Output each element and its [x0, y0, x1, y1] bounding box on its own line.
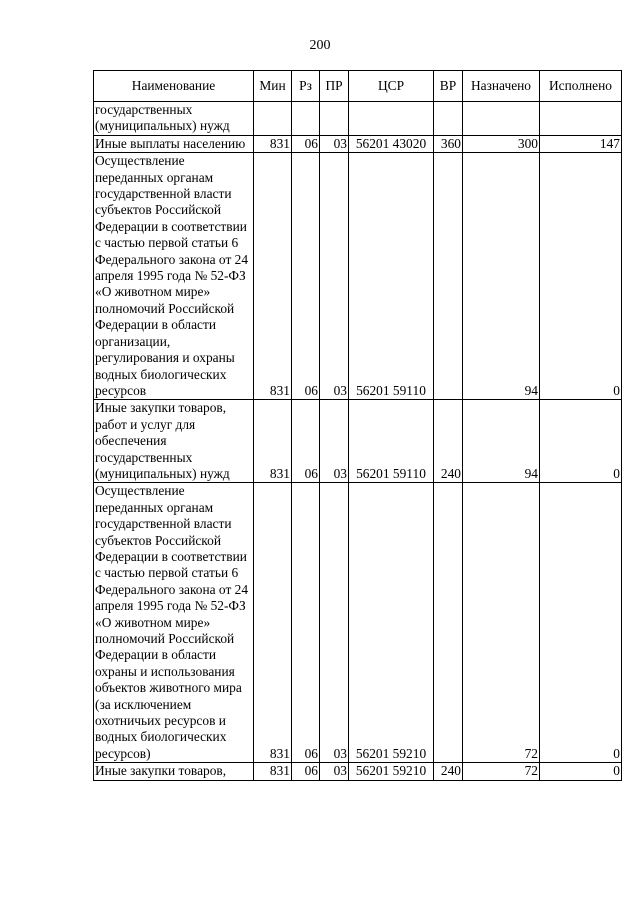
row-pr: 03 [320, 135, 349, 152]
table-header-row [94, 71, 622, 102]
row-vr: 240 [434, 763, 463, 780]
header-rz: Рз [292, 71, 320, 102]
row-pr: 03 [320, 153, 349, 400]
row-pr [320, 102, 349, 136]
row-min: 831 [254, 400, 292, 483]
page-number: 200 [309, 38, 331, 53]
row-rz: 06 [292, 400, 320, 483]
row-min: 831 [254, 153, 292, 400]
row-executed: 0 [540, 153, 622, 400]
table-row [94, 400, 622, 483]
row-rz: 06 [292, 763, 320, 780]
row-vr: 240 [434, 400, 463, 483]
row-pr: 03 [320, 763, 349, 780]
row-executed [540, 102, 622, 136]
row-name: Иные закупки товаров, [94, 763, 254, 780]
header-min: Мин [254, 71, 292, 102]
row-assigned: 300 [463, 135, 540, 152]
row-min [254, 102, 292, 136]
row-vr [434, 153, 463, 400]
row-min: 831 [254, 483, 292, 763]
row-csr: 56201 59210 [349, 483, 434, 763]
row-csr: 56201 59210 [349, 763, 434, 780]
row-csr: 56201 59110 [349, 153, 434, 400]
row-executed: 0 [540, 763, 622, 780]
row-pr: 03 [320, 400, 349, 483]
row-assigned: 72 [463, 483, 540, 763]
row-min: 831 [254, 135, 292, 152]
row-executed: 0 [540, 400, 622, 483]
row-vr [434, 483, 463, 763]
header-name: Наименование [94, 71, 254, 102]
table-row [94, 135, 622, 152]
row-name: Осуществление переданных органам государственной власти субъектов Российской Федерации в соответствии с частью первой статьи 6 Федерального закона от 24 апреля 1995 года № 52-ФЗ «О животном мире» полномочий Российской Федерации в области охраны и использования объектов животного мира (за исключением охотничьих ресурсов и водных биологических ресурсов) [94, 483, 254, 763]
row-name: Иные выплаты населению [94, 135, 254, 152]
row-rz [292, 102, 320, 136]
header-executed: Исполнено [540, 71, 622, 102]
table-row [94, 483, 622, 763]
row-executed: 0 [540, 483, 622, 763]
table-row [94, 763, 622, 780]
row-csr: 56201 43020 [349, 135, 434, 152]
row-name: Осуществление переданных органам государственной власти субъектов Российской Федерации в соответствии с частью первой статьи 6 Федерального закона от 24 апреля 1995 года № 52-ФЗ «О животном мире» полномочий Российской Федерации в области организации, регулирования и охраны водных биологических ресурсов [94, 153, 254, 400]
row-csr [349, 102, 434, 136]
row-csr: 56201 59110 [349, 400, 434, 483]
row-rz: 06 [292, 153, 320, 400]
header-assigned: Назначено [463, 71, 540, 102]
row-name: Иные закупки товаров, работ и услуг для обеспечения государственных (муниципальных) нужд [94, 400, 254, 483]
row-assigned: 94 [463, 400, 540, 483]
row-assigned [463, 102, 540, 136]
header-pr: ПР [320, 71, 349, 102]
row-assigned: 72 [463, 763, 540, 780]
row-assigned: 94 [463, 153, 540, 400]
row-min: 831 [254, 763, 292, 780]
table-row [94, 153, 622, 400]
row-rz: 06 [292, 483, 320, 763]
row-name: государственных (муниципальных) нужд [94, 102, 254, 136]
budget-table [93, 70, 622, 781]
table-row [94, 102, 622, 136]
row-vr: 360 [434, 135, 463, 152]
header-csr: ЦСР [349, 71, 434, 102]
row-pr: 03 [320, 483, 349, 763]
row-vr [434, 102, 463, 136]
row-rz: 06 [292, 135, 320, 152]
row-executed: 147 [540, 135, 622, 152]
header-vr: ВР [434, 71, 463, 102]
